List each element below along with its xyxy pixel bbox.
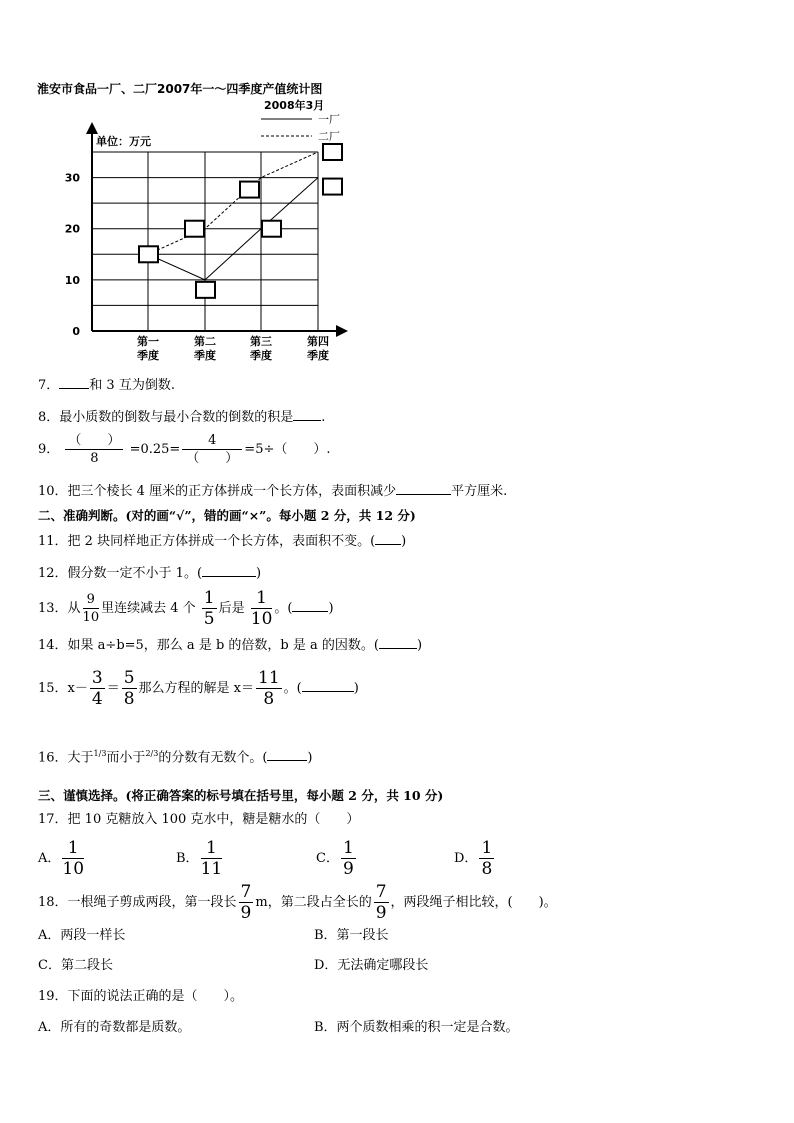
- question-8: 8．最小质数的倒数与最小合数的倒数的积是 .: [38, 406, 325, 428]
- answer-blank[interactable]: [59, 374, 89, 389]
- fraction: $\frac{1}{5}$: [203, 588, 215, 629]
- x-axis-arrow: [336, 325, 348, 337]
- q17-option-d[interactable]: [454, 838, 496, 879]
- fraction: $\frac{1}{11}$: [200, 838, 223, 879]
- fraction: $\frac{11}{8}$: [258, 668, 280, 709]
- fraction: $\frac{5}{8}$: [123, 668, 135, 709]
- section-2-heading: 二、准确判断。(对的画“√”，错的画“×”。每小题 2 分，共 12 分): [38, 508, 416, 523]
- fraction: $\frac{7}{9}$: [375, 882, 387, 923]
- q18-option-b[interactable]: B．第一段长: [314, 928, 389, 943]
- q17-option-c[interactable]: [316, 838, 358, 879]
- question-14: 14．如果 a÷b=5，那么 a 是 b 的倍数，b 是 a 的因数。( ): [38, 634, 422, 656]
- q17-option-b[interactable]: [176, 838, 224, 879]
- question-15: 15．x－ $\frac{3}{4}$ ＝ $\frac{5}{8}$ 那么方程的解是 x＝ $\frac{11}{8}$ 。( ): [38, 668, 359, 709]
- chart-subtitle: 2008年3月: [264, 99, 325, 112]
- option-letter: C．: [316, 851, 339, 866]
- x-tick-label: 第二: [194, 335, 216, 348]
- answer-box[interactable]: [139, 246, 158, 262]
- chart-title: 淮安市食品一厂、二厂2007年一～四季度产值统计图: [37, 82, 323, 96]
- q19-option-b[interactable]: B．两个质数相乘的积一定是合数。: [314, 1020, 519, 1035]
- y-tick-label: 10: [64, 273, 80, 287]
- x-tick-label: 季度: [137, 349, 159, 362]
- question-12: 12．假分数一定不小于 1。( ): [38, 562, 261, 584]
- answer-box[interactable]: [240, 182, 259, 198]
- fraction: $\frac{3}{4}$: [91, 668, 103, 709]
- x-tick-label: 第三: [250, 335, 272, 348]
- answer-box[interactable]: [323, 144, 342, 160]
- y-tick-label: 20: [64, 222, 80, 236]
- y-tick-label: 0: [72, 325, 80, 338]
- y-tick-label: 30: [64, 171, 80, 185]
- q18-option-d[interactable]: D．无法确定哪段长: [314, 958, 429, 973]
- option-letter: A．: [38, 851, 61, 866]
- question-11: 11．把 2 块同样地正方体拼成一个长方体，表面积不变。( ): [38, 530, 406, 552]
- question-7: 7． 和 3 互为倒数.: [38, 374, 175, 396]
- answer-box[interactable]: [196, 282, 215, 298]
- fraction: $\frac{7}{9}$: [240, 882, 252, 923]
- answer-box[interactable]: [185, 221, 204, 237]
- q19-option-a[interactable]: A．所有的奇数都是质数。: [38, 1020, 191, 1035]
- production-line-chart: [0, 0, 794, 370]
- fraction: $\frac{4}{( )}$: [182, 432, 242, 467]
- legend-series-2: 二厂: [318, 130, 340, 143]
- answer-blank[interactable]: [293, 406, 321, 421]
- answer-blank[interactable]: [292, 597, 328, 612]
- question-16: 16．大于$^{1/3}$而小于$^{2/3}$的分数有无数个。( ): [38, 744, 312, 768]
- y-axis-arrow: [86, 122, 98, 134]
- chart-grid: [92, 152, 318, 331]
- answer-box[interactable]: [262, 221, 281, 237]
- unit-label: 单位：万元: [96, 135, 151, 148]
- q17-option-a[interactable]: [38, 838, 86, 879]
- x-tick-label: 季度: [194, 349, 216, 362]
- fraction: $\frac{( )}{8}$: [65, 432, 123, 467]
- answer-blank[interactable]: [379, 634, 417, 649]
- question-19: 19．下面的说法正确的是（ ）。: [38, 989, 244, 1004]
- question-13: 13．从 $\frac{9}{10}$ 里连续减去 4 个 $\frac{1}{5}$ 后是 $\frac{1}{10}$ 。( ): [38, 588, 334, 629]
- answer-blank[interactable]: [202, 562, 256, 577]
- question-9: 9． $\frac{( )}{8}$ =0.25= $\frac{4}{( )}$ =5÷（ ）.: [38, 433, 331, 466]
- answer-blank[interactable]: [267, 746, 307, 761]
- answer-blank[interactable]: [375, 530, 401, 545]
- question-18: 18．一根绳子剪成两段，第一段长 $\frac{7}{9}$ m，第二段占全长的 $\frac{7}{9}$ ，两段绳子相比较，( )。: [38, 882, 557, 923]
- fraction: $\frac{9}{10}$: [82, 592, 100, 625]
- x-tick-label: 第一: [137, 335, 159, 348]
- fraction: $\frac{1}{10}$: [62, 838, 85, 879]
- question-10: 10．把三个棱长 4 厘米的正方体拼成一个长方体，表面积减少 平方厘米.: [38, 480, 507, 502]
- legend-series-1: 一厂: [318, 113, 340, 126]
- section-3-heading: 三、谨慎选择。(将正确答案的标号填在括号里，每小题 2 分，共 10 分): [38, 788, 444, 803]
- question-17: 17．把 10 克糖放入 100 克水中，糖是糖水的（ ）: [38, 812, 360, 827]
- option-letter: B．: [176, 851, 199, 866]
- q18-option-a[interactable]: A．两段一样长: [38, 928, 126, 943]
- x-tick-label: 季度: [250, 349, 272, 362]
- x-tick-label: 第四: [307, 335, 329, 348]
- fraction: $\frac{1}{9}$: [342, 838, 354, 879]
- answer-blank[interactable]: [396, 480, 451, 495]
- q18-option-c[interactable]: C．第二段长: [38, 958, 113, 973]
- answer-box[interactable]: [323, 179, 342, 195]
- answer-blank[interactable]: [302, 677, 354, 692]
- fraction: $\frac{1}{10}$: [250, 588, 273, 629]
- x-tick-label: 季度: [307, 349, 329, 362]
- option-letter: D．: [454, 851, 478, 866]
- fraction: $\frac{1}{8}$: [481, 838, 493, 879]
